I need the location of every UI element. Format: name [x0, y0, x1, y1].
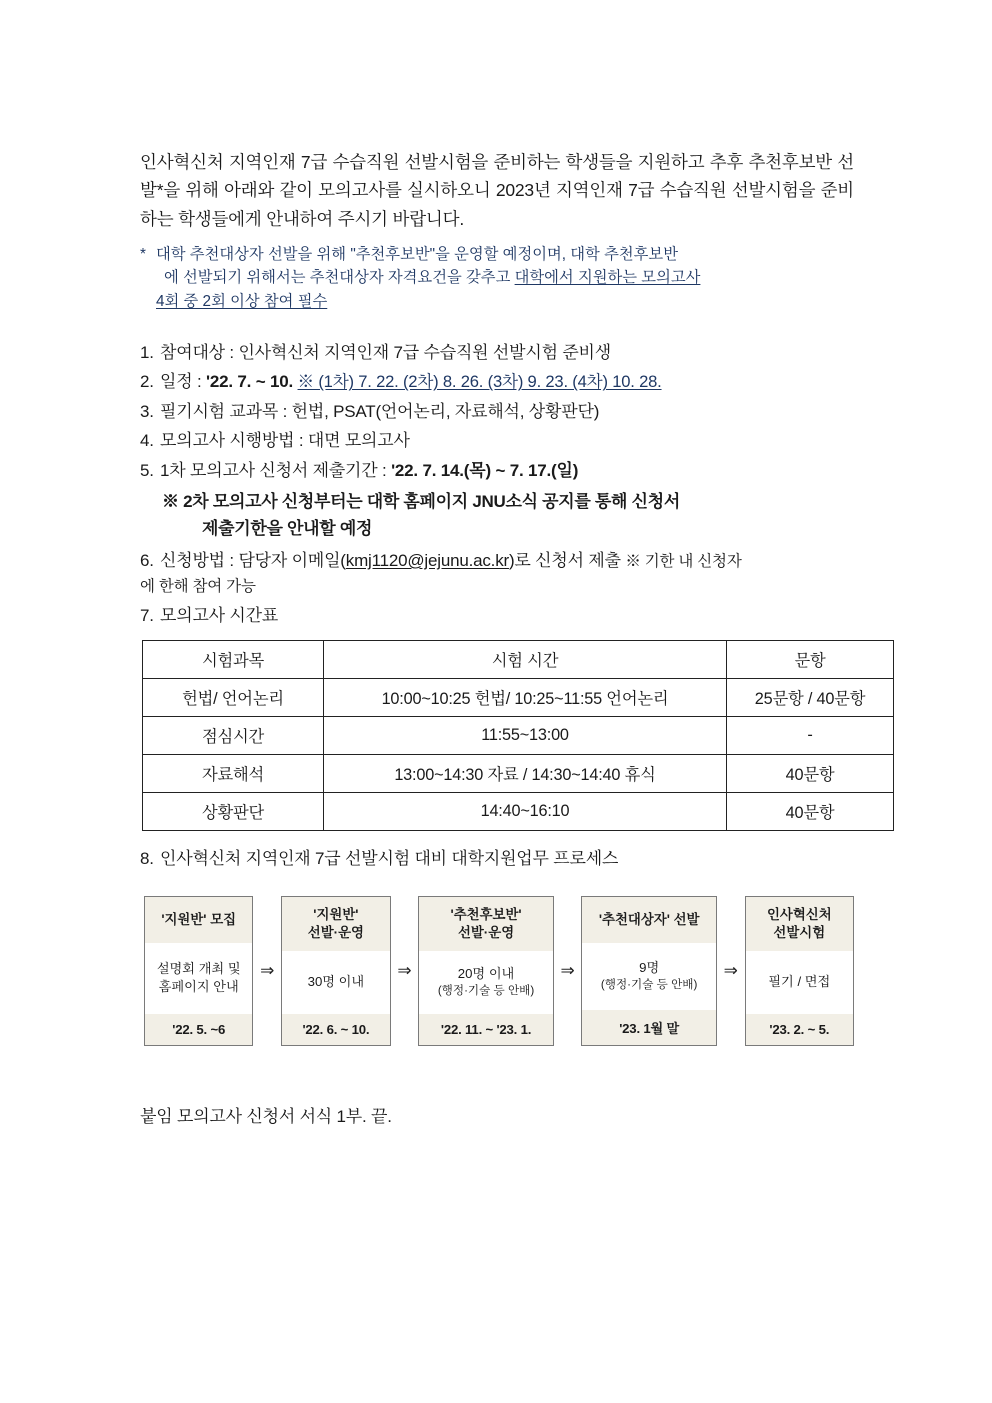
- footnote-line-3-underline: 4회 중 2회 이상 참여 필수: [156, 292, 328, 310]
- row-3-subject: 자료해석: [143, 755, 324, 793]
- header-count: 문항: [727, 641, 894, 679]
- flow-step-5-body: [746, 951, 853, 1014]
- flow-arrow-2-icon: ⇒: [397, 960, 412, 980]
- flow-step-3-body-line-1: 20명 이내: [457, 965, 515, 981]
- flow-step-1-foot: '22. 5. ~6: [145, 1014, 252, 1045]
- flow-step-3-body: [419, 951, 552, 1014]
- item-1-text: 참여대상 : 인사혁신처 지역인재 7급 수습직원 선발시험 준비생: [160, 342, 611, 362]
- footnote-block: [140, 243, 854, 313]
- item-6-note: ※ 기한 내 신청자: [625, 552, 742, 570]
- flow-step-3-head: [419, 897, 552, 951]
- sub-note-block: [140, 488, 854, 543]
- item-4-text: 모의고사 시행방법 : 대면 모의고사: [160, 431, 410, 451]
- item-4-number: 4.: [140, 431, 154, 451]
- footnote-star: *: [140, 246, 146, 264]
- flow-step-1: [144, 896, 253, 1046]
- flow-step-4-body: [582, 943, 715, 1010]
- flow-step-3: [418, 896, 553, 1046]
- row-2-subject: 점심시간: [143, 717, 324, 755]
- footnote-line-2: [156, 266, 854, 289]
- sub-note-line-2: 제출기한을 안내할 예정: [202, 519, 373, 539]
- header-time: 시험 시간: [324, 641, 727, 679]
- flow-step-4-body-sub: (행정·기술 등 안배): [600, 978, 698, 992]
- flow-arrow-4-icon: ⇒: [723, 960, 738, 980]
- flow-step-5-head-line-2: 선발시험: [773, 924, 826, 940]
- item-6-line-2-text: 에 한해 참여 가능: [140, 578, 256, 596]
- table-row: [143, 793, 894, 831]
- item-5-number: 5.: [140, 460, 154, 480]
- row-4-subject: 상황판단: [143, 793, 324, 831]
- header-subject: 시험과목: [143, 641, 324, 679]
- list-item-8: [140, 845, 854, 874]
- item-7-text: 모의고사 시간표: [160, 605, 279, 625]
- flow-step-5-head: [746, 897, 853, 951]
- item-2-label: 일정 :: [160, 372, 207, 392]
- row-2-count: -: [727, 717, 894, 755]
- list-item-2: [140, 368, 854, 397]
- flow-step-4: [581, 896, 716, 1046]
- item-6-number: 6.: [140, 550, 154, 570]
- flow-step-5-head-line-1: 인사혁신처: [766, 906, 832, 922]
- item-2-rounds: ※ (1차) 7. 22. (2차) 8. 26. (3차) 9. 23. (4차) 10. 28.: [297, 372, 662, 392]
- flow-step-1-body-line-2: 홈페이지 안내: [158, 979, 239, 995]
- row-3-time: 13:00~14:30 자료 / 14:30~14:40 휴식: [324, 755, 727, 793]
- flow-step-2-body: [282, 951, 389, 1014]
- flow-arrow-1-icon: ⇒: [260, 960, 275, 980]
- flow-step-2-head-line-2: 선발·운영: [307, 924, 364, 940]
- flow-step-5-body-line-1: 필기 / 면접: [768, 974, 831, 990]
- flow-step-3-body-sub: (행정·기술 등 안배): [437, 984, 535, 998]
- flow-step-2-head: [282, 897, 389, 951]
- item-3-text: 필기시험 교과목 : 헌법, PSAT(언어논리, 자료해석, 상황판단): [160, 401, 600, 421]
- closing-line: 붙임 모의고사 신청서 서식 1부. 끝.: [140, 1106, 392, 1126]
- flow-step-2: [281, 896, 390, 1046]
- row-2-time: 11:55~13:00: [324, 717, 727, 755]
- item-2-schedule: '22. 7. ~ 10.: [206, 372, 293, 392]
- flow-step-1-body: [145, 943, 252, 1014]
- footnote-line-3: [156, 290, 854, 313]
- item-6-prefix: 신청방법 : 담당자 이메일(: [160, 550, 346, 570]
- flow-step-4-head: [582, 897, 715, 943]
- row-1-time: 10:00~10:25 헌법/ 10:25~11:55 언어논리: [324, 679, 727, 717]
- intro-paragraph: 인사혁신처 지역인재 7급 수습직원 선발시험을 준비하는 학생들을 지원하고 추후 추천후보반 선발*을 위해 아래와 같이 모의고사를 실시하오니 2023년 지역인재 7급 수습직원 선발시험을 준비하는 학생들에게 안내하여 주시기 바랍니다.: [140, 152, 854, 229]
- row-4-time: 14:40~16:10: [324, 793, 727, 831]
- item-6-line-2: [140, 572, 854, 601]
- contact-email-link[interactable]: kmj1120@jejunu.ac.kr: [345, 550, 509, 570]
- flow-step-5: [745, 896, 854, 1046]
- exam-timetable: [142, 640, 894, 831]
- flow-step-3-foot: '22. 11. ~ '23. 1.: [419, 1014, 552, 1045]
- row-3-count: 40문항: [727, 755, 894, 793]
- flow-step-2-head-line-1: '지원반': [313, 906, 359, 922]
- table-row: [143, 679, 894, 717]
- document-content: [140, 148, 866, 1127]
- item-8-number: 8.: [140, 849, 154, 869]
- table-row: [143, 755, 894, 793]
- flow-step-1-head: [145, 897, 252, 943]
- list-item-3: [140, 398, 854, 427]
- flow-step-4-body-line-1: 9명: [639, 959, 660, 975]
- footnote-line-2-underline: 대학에서 지원하는 모의고사: [514, 269, 701, 287]
- flow-step-3-head-line-2: 선발·운영: [457, 924, 515, 940]
- item-1-number: 1.: [140, 342, 154, 362]
- flow-step-1-head-line-1: '지원반' 모집: [161, 911, 237, 927]
- flow-step-3-head-line-1: '추천후보반': [450, 906, 522, 922]
- item-2-number: 2.: [140, 372, 154, 392]
- table-header-row: [143, 641, 894, 679]
- flow-step-2-body-line-1: 30명 이내: [307, 974, 365, 990]
- flow-arrow-3-icon: ⇒: [560, 960, 575, 980]
- footnote-line-2-plain: 에 선발되기 위해서는 추천대상자 자격요건을 갖추고: [164, 269, 515, 287]
- flow-step-4-head-line-1: '추천대상자' 선발: [598, 911, 700, 927]
- item-5-period: '22. 7. 14.(목) ~ 7. 17.(일): [391, 460, 579, 480]
- flow-step-2-foot: '22. 6. ~ 10.: [282, 1014, 389, 1045]
- row-1-subject: 헌법/ 언어논리: [143, 679, 324, 717]
- list-item-5: [140, 457, 854, 486]
- item-5-label: 1차 모의고사 신청서 제출기간 :: [160, 460, 392, 480]
- flow-step-5-foot: '23. 2. ~ 5.: [746, 1014, 853, 1045]
- list-item-1: [140, 339, 854, 368]
- flow-step-1-body-line-1: 설명회 개최 및: [156, 960, 241, 976]
- numbered-items: [140, 339, 854, 630]
- list-item-4: [140, 427, 854, 456]
- table-row: [143, 717, 894, 755]
- item-8-text: 인사혁신처 지역인재 7급 선발시험 대비 대학지원업무 프로세스: [160, 849, 619, 869]
- item-6-suffix: )로 신청서 제출: [508, 550, 626, 570]
- flow-step-4-foot: '23. 1월 말: [582, 1010, 715, 1045]
- item-3-number: 3.: [140, 401, 154, 421]
- footnote-line-1: 대학 추천대상자 선발을 위해 "추천후보반"을 운영할 예정이며, 대학 추천후보반: [156, 246, 678, 264]
- sub-note-line-1: ※ 2차 모의고사 신청부터는 대학 홈페이지 JNU소식 공지를 통해 신청서: [162, 491, 680, 511]
- row-1-count: 25문항 / 40문항: [727, 679, 894, 717]
- process-flow-diagram: [144, 896, 854, 1046]
- item-7-number: 7.: [140, 605, 154, 625]
- list-item-6: [140, 547, 854, 576]
- row-4-count: 40문항: [727, 793, 894, 831]
- list-item-7: [140, 602, 854, 631]
